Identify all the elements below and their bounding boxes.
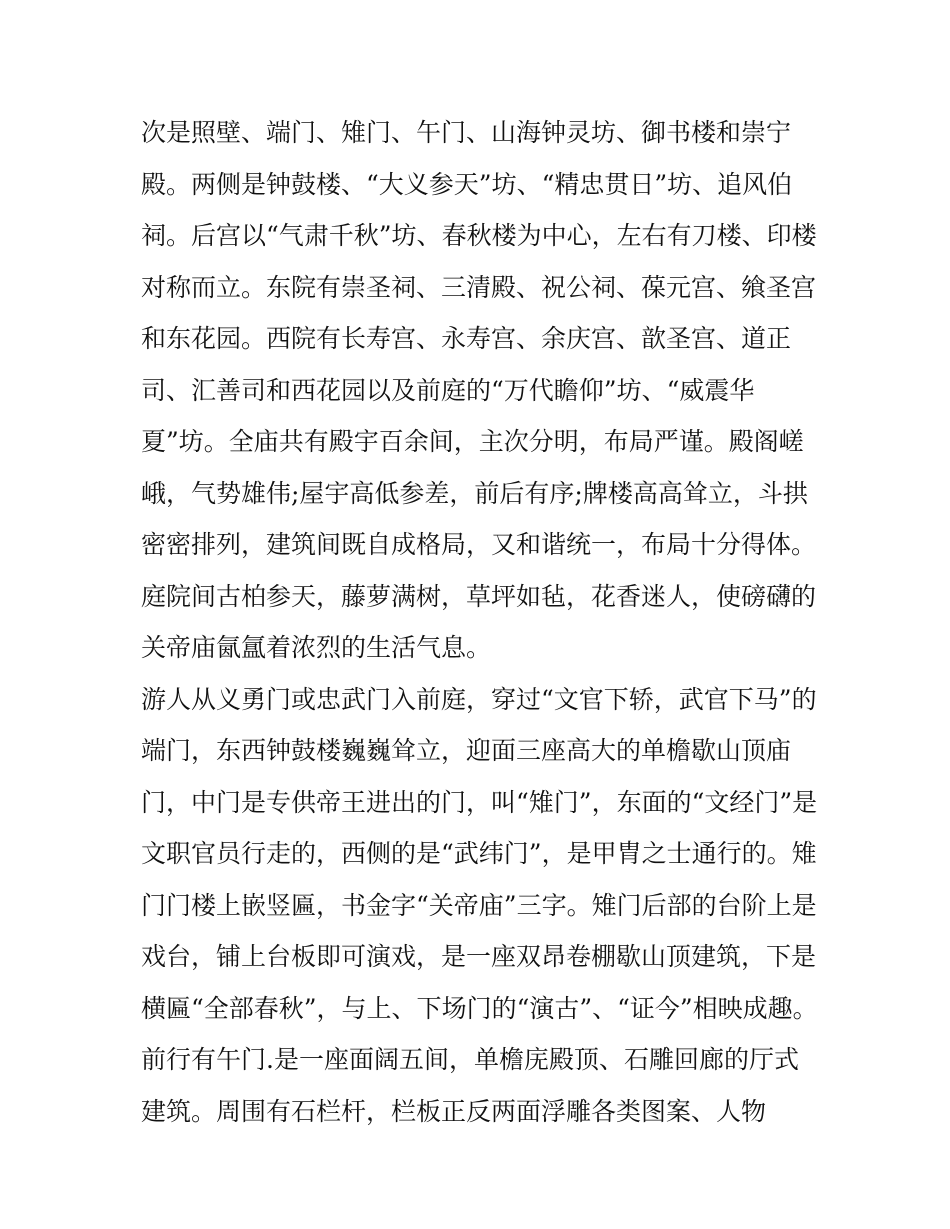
- body-text: [141, 107, 821, 1137]
- text-line: 密密排列，建筑间既自成格局，又和谐统一，布局十分得体。: [141, 530, 817, 559]
- text-line: 横匾“全部春秋”，与上、下场门的“演古”、“证今”相映成趣。: [141, 993, 818, 1023]
- text-line: 端门，东西钟鼓楼巍巍耸立，迎面三座高大的单檐歇山顶庙: [141, 736, 792, 765]
- text-line: 门，中门是专供帝王进出的门，叫“雉门”，东面的“文经门”是: [141, 787, 818, 817]
- text-line: 祠。后宫以“气肃千秋”坊、春秋楼为中心，左右有刀楼、印楼: [141, 221, 817, 250]
- text-line: 建筑。周围有石栏杆，栏板正反两面浮雕各类图案、人物: [141, 1096, 767, 1126]
- text-line: 和东花园。西院有长寿宫、永寿宫、余庆宫、歆圣宫、道正: [141, 324, 792, 353]
- text-line: 门门楼上嵌竖匾，书金字“关帝庙”三字。雉门后部的台阶上是: [141, 890, 817, 920]
- text-line: 司、汇善司和西花园以及前庭的“万代瞻仰”坊、“威震华: [141, 375, 755, 405]
- text-line: 游人从义勇门或忠武门入前庭，穿过“文官下轿，武官下马”的: [141, 684, 817, 714]
- text-line: 次是照壁、端门、雉门、午门、山海钟灵坊、御书楼和崇宁: [141, 118, 792, 147]
- text-line: 关帝庙氤氲着浓烈的生活气息。: [141, 633, 492, 662]
- text-line: 对称而立。东院有崇圣祠、三清殿、祝公祠、葆元宫、飨圣宫: [141, 272, 817, 302]
- text-line: 文职官员行走的，西侧的是“武纬门”，是甲胄之士通行的。雉: [141, 839, 817, 868]
- text-line: 夏”坊。全庙共有殿宇百余间，主次分明，布局严谨。殿阁嵯: [141, 427, 804, 456]
- text-line: 庭院间古柏参天，藤萝满树，草坪如毡，花香迷人，使磅礴的: [141, 581, 817, 611]
- text-line: 峨，气势雄伟;屋宇高低参差，前后有序;牌楼高高耸立，斗拱: [141, 478, 808, 508]
- text-line: 前行有午门.是一座面阔五间，单檐庑殿顶、石雕回廊的厅式: [141, 1045, 799, 1074]
- text-line: 戏台，铺上台板即可演戏，是一座双昂卷棚歇山顶建筑，下是: [141, 942, 817, 971]
- text-line: 殿。两侧是钟鼓楼、“大义参天”坊、“精忠贯日”坊、追风伯: [141, 169, 793, 199]
